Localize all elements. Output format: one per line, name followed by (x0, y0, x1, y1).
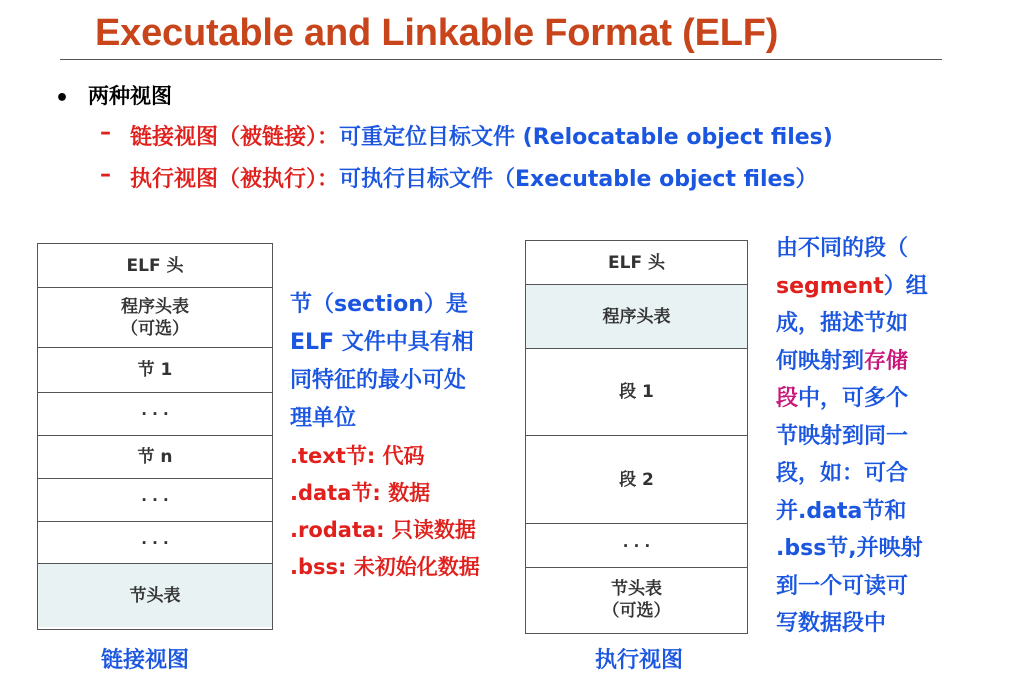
segment-note-line (776, 230, 946, 268)
link-program-header-table (38, 288, 272, 348)
section-item-text: .text节: 代码 (290, 444, 425, 468)
segment-note-line (776, 268, 946, 306)
segment-note-text: 并.data节和 (776, 498, 907, 524)
exec-segment-2: 段 2 (526, 436, 747, 524)
section-note-line: 理单位 (290, 406, 357, 431)
link-ellipsis-1: · · · (38, 393, 272, 436)
segment-note-line (776, 530, 946, 568)
link-ellipsis-2: · · · (38, 479, 272, 522)
section-note-line: ELF 文件中具有相 (290, 330, 474, 355)
exec-segment-1: 段 1 (526, 349, 747, 436)
link-program-header-optional: （可选） (121, 318, 189, 339)
exec-section-header-label: 节头表 (611, 578, 662, 599)
bullet-exec-view (130, 162, 818, 193)
storage-keyword: 段 (776, 386, 799, 411)
segment-note-line (776, 380, 946, 418)
exec-view-caption: 执行视图 (595, 648, 684, 673)
segment-note-text: ）组 (883, 273, 928, 299)
link-view-desc: 可重定位目标文件 (Relocatable object files) (339, 125, 833, 150)
page-title: Executable and Linkable Format (ELF) (95, 12, 779, 54)
segment-note-text: 由不同的段（ (776, 236, 909, 261)
section-note-line: 同特征的最小可处 (290, 368, 467, 393)
exec-ellipsis: · · · (526, 524, 747, 568)
link-view-label: 链接视图（被链接）： (130, 125, 340, 150)
segment-note-text: 到一个可读可 (776, 573, 909, 599)
section-item-data: .data节: 数据 (290, 481, 431, 505)
segment-note-text: 写数据段中 (776, 611, 887, 636)
segment-note-line (776, 305, 946, 343)
bullet-dot-icon: • (55, 86, 70, 111)
exec-view-label: 执行视图（被执行）： (130, 167, 340, 192)
link-section-1: 节 1 (38, 348, 272, 393)
segment-note-text: 中，可多个 (798, 386, 909, 411)
segment-note-line (776, 493, 946, 531)
bullet-link-view (130, 120, 833, 151)
segment-note-text: 何映射到 (776, 348, 865, 374)
segment-note (776, 230, 946, 643)
section-item-rodata: .rodata: 只读数据 (290, 518, 476, 542)
exec-view-desc: 可执行目标文件（Executable object files） (339, 167, 818, 192)
dash-icon: – (100, 120, 111, 145)
segment-note-line (776, 605, 946, 643)
segment-keyword: segment (776, 273, 884, 299)
exec-elf-header: ELF 头 (526, 241, 747, 285)
link-section-header-table: 节头表 (38, 564, 272, 627)
link-program-header-label: 程序头表 (121, 296, 189, 317)
segment-note-line (776, 418, 946, 456)
link-section-n: 节 n (38, 436, 272, 479)
segment-note-line (776, 568, 946, 606)
dash-icon: – (100, 162, 111, 187)
segment-note-line (776, 343, 946, 381)
section-note-line: 节（section）是 (290, 292, 468, 317)
link-view-caption: 链接视图 (101, 648, 190, 673)
link-view-diagram (37, 243, 273, 630)
link-ellipsis-3: · · · (38, 522, 272, 564)
exec-section-header-table (526, 568, 747, 631)
storage-keyword: 存储 (864, 348, 909, 374)
segment-note-line (776, 455, 946, 493)
section-item-bss: .bss: 未初始化数据 (290, 555, 480, 579)
bullet-main: 两种视图 (88, 84, 172, 108)
exec-section-header-optional: （可选） (602, 600, 671, 621)
section-note (290, 286, 515, 586)
segment-note-text: 段，如：可合 (776, 461, 909, 486)
title-divider (60, 59, 942, 60)
link-elf-header: ELF 头 (38, 244, 272, 288)
segment-note-text: 节映射到同一 (776, 423, 909, 449)
segment-note-text: 成，描述节如 (776, 311, 909, 336)
segment-note-text: .bss节,并映射 (776, 536, 923, 561)
exec-view-diagram (525, 240, 748, 634)
exec-program-header-table: 程序头表 (526, 285, 747, 349)
